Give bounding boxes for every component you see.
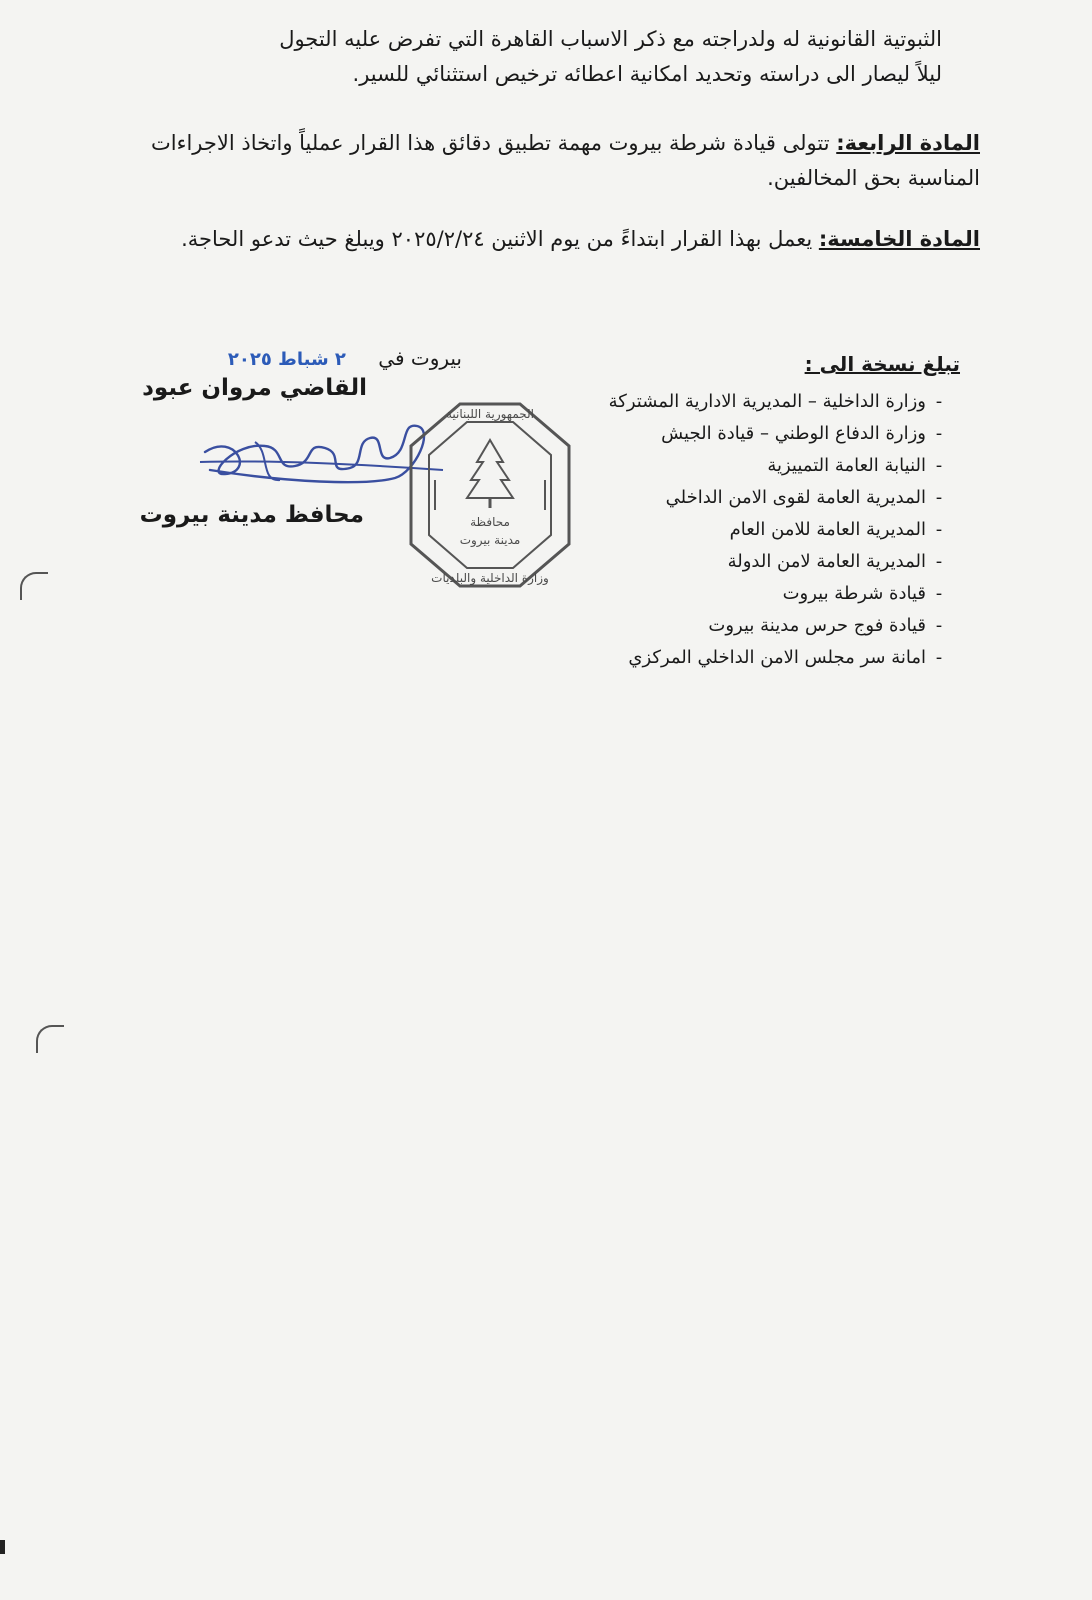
svg-text:الجمهورية اللبنانية: الجمهورية اللبنانية xyxy=(445,407,535,421)
article-four-body: تتولى قيادة شرطة بيروت مهمة تطبيق دقائق هذا القرار عملياً واتخاذ الاجراءات المناسبة بحق المخالفين. xyxy=(150,131,980,190)
article-five-title: المادة الخامسة: xyxy=(818,227,980,251)
copies-list-item: -وزارة الدفاع الوطني – قيادة الجيش xyxy=(661,423,943,444)
copies-list-item: -المديرية العامة للامن العام xyxy=(729,519,943,540)
copies-list-item: -قيادة فوج حرس مدينة بيروت xyxy=(708,615,943,636)
punch-hole-mark xyxy=(36,1025,64,1053)
copies-list-item: -المديرية العامة لقوى الامن الداخلي xyxy=(665,487,943,508)
copies-list-item: -امانة سر مجلس الامن الداخلي المركزي xyxy=(628,647,943,668)
official-stamp xyxy=(405,400,575,590)
svg-text:وزارة الداخلية والبلديات: وزارة الداخلية والبلديات xyxy=(431,571,549,585)
date-line xyxy=(228,346,462,370)
intro-paragraph xyxy=(142,22,942,92)
place-label: بيروت في xyxy=(378,346,462,370)
article-four-title: المادة الرابعة: xyxy=(836,131,980,155)
copies-list-item: -المديرية العامة لامن الدولة xyxy=(727,551,943,572)
judge-name: القاضي مروان عبود xyxy=(142,375,367,401)
article-four xyxy=(140,126,980,196)
scan-edge-mark xyxy=(0,1540,5,1554)
copies-list xyxy=(609,386,952,674)
intro-line-1: الثبوتية القانونية له ولدراجته مع ذكر الاسباب القاهرة التي تفرض عليه التجول xyxy=(279,27,942,51)
copies-heading: تبلغ نسخة الى : xyxy=(804,352,960,376)
copies-list-item: -قيادة شرطة بيروت xyxy=(782,583,943,604)
copies-list-item: -وزارة الداخلية – المديرية الادارية المشتركة xyxy=(608,391,943,412)
date-value: ٢ شباط ٢٠٢٥ xyxy=(227,349,346,370)
governor-title: محافظ مدينة بيروت xyxy=(139,502,364,528)
copies-list-item: -النيابة العامة التمييزية xyxy=(767,455,943,476)
punch-hole-mark xyxy=(20,572,48,600)
article-five-body: يعمل بهذا القرار ابتداءً من يوم الاثنين ٢٠٢٥/٢/٢٤ ويبلغ حيث تدعو الحاجة. xyxy=(181,227,813,251)
svg-text:مدينة بيروت: مدينة بيروت xyxy=(459,533,521,547)
intro-line-2: ليلاً ليصار الى دراسته وتحديد امكانية اعطائه ترخيص استثنائي للسير. xyxy=(352,62,942,86)
article-five xyxy=(140,222,980,257)
svg-text:محافظة: محافظة xyxy=(470,515,510,529)
